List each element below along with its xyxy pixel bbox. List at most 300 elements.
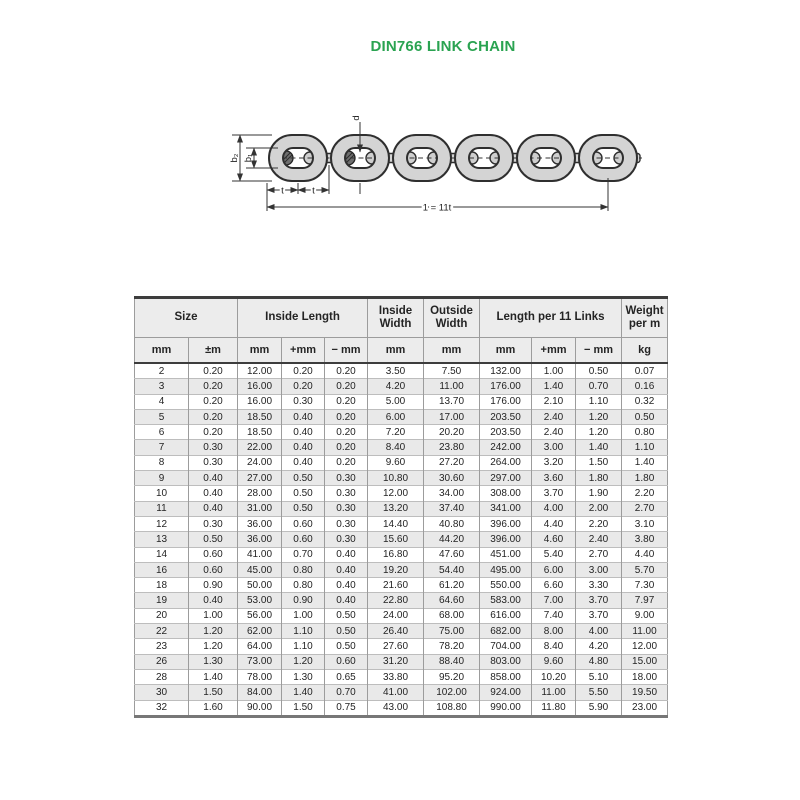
table-cell: 1.40 [189,669,238,684]
table-cell: 3.50 [368,363,424,379]
table-cell: 2.70 [622,501,668,516]
table-cell: 0.40 [282,440,325,455]
unit-header: − mm [576,338,622,364]
table-cell: 43.00 [368,700,424,716]
table-cell: 0.50 [325,624,368,639]
table-cell: 24.00 [368,608,424,623]
table-cell: 5.40 [532,547,576,562]
unit-header: mm [135,338,189,364]
dim-label-t1: t [281,185,284,197]
table-cell: 5.00 [368,394,424,409]
table-cell: 0.20 [189,363,238,379]
table-body [135,363,668,716]
table-cell: 4.00 [576,624,622,639]
table-cell: 0.60 [325,654,368,669]
dim-label-total: 1 = 11t [422,202,452,214]
table-row [135,409,668,424]
table-cell: 12 [135,516,189,531]
table-cell: 0.65 [325,669,368,684]
table-cell: 11.00 [622,624,668,639]
table-cell: 4.40 [622,547,668,562]
table-row [135,471,668,486]
table-cell: 0.32 [622,394,668,409]
table-cell: 3.70 [576,608,622,623]
table-cell: 1.00 [532,363,576,379]
page-title: DIN766 LINK CHAIN [370,38,516,55]
table-cell: 1.50 [189,685,238,700]
table-cell: 31.00 [238,501,282,516]
table-cell: 6 [135,425,189,440]
unit-header: ±m [189,338,238,364]
table-cell: 4.80 [576,654,622,669]
table-cell: 0.20 [325,409,368,424]
group-header: Weight per m [622,298,668,338]
table-cell: 0.50 [282,486,325,501]
table-cell: 0.40 [189,486,238,501]
table-cell: 0.40 [325,547,368,562]
table-cell: 28 [135,669,189,684]
table-cell: 396.00 [480,532,532,547]
table-cell: 0.40 [282,455,325,470]
table-cell: 3.60 [532,471,576,486]
table-cell: 5.50 [576,685,622,700]
table-cell: 0.60 [189,547,238,562]
unit-header: +mm [532,338,576,364]
group-header: Outside Width [424,298,480,338]
table-cell: 1.40 [282,685,325,700]
table-cell: 0.30 [325,486,368,501]
table-cell: 3.00 [576,562,622,577]
table-cell: 28.00 [238,486,282,501]
table-cell: 7.20 [368,425,424,440]
table-cell: 0.40 [189,501,238,516]
table-cell: 16 [135,562,189,577]
table-cell: 41.00 [238,547,282,562]
table-row [135,379,668,394]
table-cell: 2.20 [576,516,622,531]
table-cell: 0.50 [282,471,325,486]
table-cell: 203.50 [480,425,532,440]
table-cell: 37.40 [424,501,480,516]
table-cell: 10.20 [532,669,576,684]
table-cell: 7.50 [424,363,480,379]
table-cell: 0.30 [189,455,238,470]
table-cell: 75.00 [424,624,480,639]
table-cell: 64.60 [424,593,480,608]
group-header-row [135,298,668,338]
table-cell: 3.00 [532,440,576,455]
table-cell: 2.40 [532,409,576,424]
chain-diagram-svg [226,110,654,218]
table-cell: 1.20 [576,409,622,424]
table-cell: 0.60 [282,532,325,547]
table-cell: 73.00 [238,654,282,669]
unit-header: mm [368,338,424,364]
table-cell: 0.20 [282,379,325,394]
table-cell: 242.00 [480,440,532,455]
table-cell: 19.50 [622,685,668,700]
table-cell: 0.30 [325,501,368,516]
table-cell: 19 [135,593,189,608]
table-cell: 2.40 [576,532,622,547]
table-cell: 1.20 [189,624,238,639]
table-cell: 1.60 [189,700,238,716]
table-cell: 14 [135,547,189,562]
table-cell: 0.40 [189,593,238,608]
table-cell: 7.30 [622,578,668,593]
table-cell: 1.50 [576,455,622,470]
table-cell: 1.20 [576,425,622,440]
table-cell: 15.00 [622,654,668,669]
table-head [135,298,668,364]
table-cell: 18.00 [622,669,668,684]
table-cell: 13.70 [424,394,480,409]
table-row [135,669,668,684]
table-cell: 1.20 [189,639,238,654]
table-row [135,394,668,409]
table-cell: 0.40 [189,471,238,486]
table-cell: 17.00 [424,409,480,424]
table-cell: 0.70 [282,547,325,562]
table-row [135,639,668,654]
table-cell: 18.50 [238,425,282,440]
table-cell: 26 [135,654,189,669]
table-cell: 0.80 [282,562,325,577]
table-cell: 1.00 [282,608,325,623]
table-cell: 23.80 [424,440,480,455]
table-row [135,685,668,700]
table-cell: 68.00 [424,608,480,623]
table-cell: 308.00 [480,486,532,501]
table-cell: 108.80 [424,700,480,716]
table-cell: 3.80 [622,532,668,547]
dim-label-b2: b₂ [229,153,240,163]
unit-header: mm [424,338,480,364]
table-cell: 203.50 [480,409,532,424]
table-cell: 583.00 [480,593,532,608]
table-cell: 8.40 [368,440,424,455]
table-cell: 8.40 [532,639,576,654]
table-cell: 1.40 [576,440,622,455]
table-cell: 88.40 [424,654,480,669]
table-cell: 0.20 [325,440,368,455]
table-cell: 1.10 [282,639,325,654]
table-cell: 5.90 [576,700,622,716]
table-cell: 1.80 [622,471,668,486]
table-cell: 30 [135,685,189,700]
table-cell: 9.60 [368,455,424,470]
table-cell: 62.00 [238,624,282,639]
table-cell: 5 [135,409,189,424]
table-row [135,363,668,379]
table-cell: 20 [135,608,189,623]
table-cell: 1.10 [282,624,325,639]
table-cell: 0.40 [325,578,368,593]
table-cell: 31.20 [368,654,424,669]
table-cell: 616.00 [480,608,532,623]
table-cell: 9 [135,471,189,486]
table-cell: 78.20 [424,639,480,654]
table-cell: 23.00 [622,700,668,716]
table-cell: 6.60 [532,578,576,593]
table-cell: 40.80 [424,516,480,531]
table-cell: 0.20 [189,394,238,409]
table-row [135,654,668,669]
table-cell: 9.60 [532,654,576,669]
table-cell: 5.70 [622,562,668,577]
group-header: Size [135,298,238,338]
table-cell: 1.40 [622,455,668,470]
table-cell: 0.20 [189,379,238,394]
table-cell: 0.70 [576,379,622,394]
table-cell: 14.40 [368,516,424,531]
table-cell: 1.50 [282,700,325,716]
table-row [135,425,668,440]
table-cell: 0.30 [189,440,238,455]
table-cell: 1.00 [189,608,238,623]
table-row [135,532,668,547]
table-cell: 0.90 [189,578,238,593]
table-cell: 22.80 [368,593,424,608]
table-cell: 3.70 [576,593,622,608]
table-cell: 0.40 [325,593,368,608]
table-cell: 36.00 [238,532,282,547]
table-cell: 41.00 [368,685,424,700]
table-cell: 47.60 [424,547,480,562]
table-cell: 16.80 [368,547,424,562]
table-cell: 26.40 [368,624,424,639]
table-cell: 27.60 [368,639,424,654]
table-cell: 6.00 [532,562,576,577]
table-cell: 0.50 [282,501,325,516]
table-cell: 11.00 [532,685,576,700]
table-row [135,578,668,593]
table-cell: 21.60 [368,578,424,593]
table-cell: 682.00 [480,624,532,639]
table-cell: 2.40 [532,425,576,440]
table-cell: 0.50 [189,532,238,547]
table-row [135,547,668,562]
table-cell: 0.75 [325,700,368,716]
table-cell: 2 [158,365,165,377]
table-cell: 0.20 [325,455,368,470]
table-row [135,700,668,716]
table-cell: 61.20 [424,578,480,593]
table-cell: 13.20 [368,501,424,516]
dim-label-t2: t [312,185,315,197]
table-cell: 1.10 [576,394,622,409]
table-cell: 297.00 [480,471,532,486]
table-cell: 924.00 [480,685,532,700]
table-cell: 9.00 [622,608,668,623]
chain-table [134,296,668,718]
group-header: Inside Width [368,298,424,338]
table-cell: 0.40 [325,562,368,577]
table-cell: 19.20 [368,562,424,577]
table-cell: 90.00 [238,700,282,716]
table-cell: 78.00 [238,669,282,684]
table-cell: 704.00 [480,639,532,654]
table-cell: 132.00 [480,363,532,379]
table-cell: 44.20 [424,532,480,547]
table-cell: 0.30 [325,532,368,547]
table-cell: 0.07 [622,363,668,379]
table-cell: 102.00 [424,685,480,700]
table-cell: 32 [135,700,189,716]
table-cell: 2.70 [576,547,622,562]
unit-header: mm [480,338,532,364]
table-cell: 0.30 [325,471,368,486]
table-cell: 11 [135,501,189,516]
table-cell: 54.40 [424,562,480,577]
table-cell: 0.50 [576,363,622,379]
table-cell: 451.00 [480,547,532,562]
table-cell: 550.00 [480,578,532,593]
table-row [135,440,668,455]
table-cell: 8.00 [532,624,576,639]
table-cell: 495.00 [480,562,532,577]
table-cell: 3.20 [532,455,576,470]
table-cell: 53.00 [238,593,282,608]
table-cell: 0.20 [325,425,368,440]
table-row [135,516,668,531]
table-cell: 341.00 [480,501,532,516]
table-cell: 176.00 [480,394,532,409]
unit-header: kg [622,338,668,364]
table-cell: 4.20 [368,379,424,394]
group-header: Length per 11 Links [480,298,622,338]
table-cell: 0.40 [282,425,325,440]
table-cell: 4.60 [532,532,576,547]
table-cell: 4.00 [532,501,576,516]
table-cell: 23 [135,639,189,654]
table-cell: 11.80 [532,700,576,716]
table-cell: 4 [135,394,189,409]
table-cell: 0.20 [325,379,368,394]
table-cell: 7.40 [532,608,576,623]
table-cell: 50.00 [238,578,282,593]
table-cell: 1.90 [576,486,622,501]
table-cell: 0.60 [189,562,238,577]
table-cell: 4.40 [532,516,576,531]
table-row [135,593,668,608]
table-row [135,486,668,501]
table-cell: 7.97 [622,593,668,608]
group-header: Inside Length [238,298,368,338]
table-cell: 7.00 [532,593,576,608]
table-cell: 56.00 [238,608,282,623]
table-cell: 24.00 [238,455,282,470]
table-cell: 0.16 [622,379,668,394]
table-cell: 0.20 [189,425,238,440]
table-cell: 1.30 [282,669,325,684]
table-cell: 1.30 [189,654,238,669]
table-cell: 1.80 [576,471,622,486]
table-cell: 264.00 [480,455,532,470]
table-row [135,501,668,516]
table-cell: 0.20 [189,409,238,424]
table-row [135,455,668,470]
table-cell: 6.00 [368,409,424,424]
spec-table-wrap [134,296,668,718]
table-cell: 22.00 [238,440,282,455]
dim-label-d: d [351,115,362,121]
table-cell: 3 [135,379,189,394]
table-cell: 0.70 [325,685,368,700]
table-cell: 16.00 [238,394,282,409]
units-header-row [135,338,668,364]
table-cell: 7 [135,440,189,455]
table-cell: 0.60 [282,516,325,531]
dim-label-b1: b₁ [243,153,254,163]
table-row [135,562,668,577]
unit-header: +mm [282,338,325,364]
chain-diagram [226,110,654,218]
table-cell: 3.70 [532,486,576,501]
table-row [135,608,668,623]
table-cell: 0.50 [622,409,668,424]
table-cell: 0.20 [325,394,368,409]
table-cell: 0.30 [325,516,368,531]
table-cell: 20.20 [424,425,480,440]
table-cell: 2.10 [532,394,576,409]
table-cell: 95.20 [424,669,480,684]
table-cell: 3.10 [622,516,668,531]
table-cell: 13 [135,532,189,547]
unit-header: mm [238,338,282,364]
table-cell: 45.00 [238,562,282,577]
table-cell: 34.00 [424,486,480,501]
table-cell: 12.00 [368,486,424,501]
table-cell: 1.40 [532,379,576,394]
table-cell: 0.80 [282,578,325,593]
table-cell: 1.20 [282,654,325,669]
table-cell: 396.00 [480,516,532,531]
table-cell: 3.30 [576,578,622,593]
table-cell: 0.30 [189,516,238,531]
table-cell: 1.10 [622,440,668,455]
table-cell: 15.60 [368,532,424,547]
table-cell: 803.00 [480,654,532,669]
table-cell: 0.20 [325,363,368,379]
table-cell: 2.00 [576,501,622,516]
table-cell: 33.80 [368,669,424,684]
table-cell: 176.00 [480,379,532,394]
table-cell: 10.80 [368,471,424,486]
table-cell: 5.10 [576,669,622,684]
table-cell: 64.00 [238,639,282,654]
table-cell: 16.00 [238,379,282,394]
table-cell: 27.00 [238,471,282,486]
table-cell: 2.20 [622,486,668,501]
table-cell: 12.00 [622,639,668,654]
table-cell: 36.00 [238,516,282,531]
table-cell: 0.30 [282,394,325,409]
table-cell: 4.20 [576,639,622,654]
table-cell: 18 [135,578,189,593]
table-row [135,624,668,639]
table-cell: 0.50 [325,608,368,623]
table-cell: 10 [135,486,189,501]
table-cell: 0.50 [325,639,368,654]
table-cell: 30.60 [424,471,480,486]
table-cell: 0.20 [282,363,325,379]
table-cell: 990.00 [480,700,532,716]
table-cell: 22 [135,624,189,639]
table-cell: 18.50 [238,409,282,424]
unit-header: − mm [325,338,368,364]
table-cell: 11.00 [424,379,480,394]
